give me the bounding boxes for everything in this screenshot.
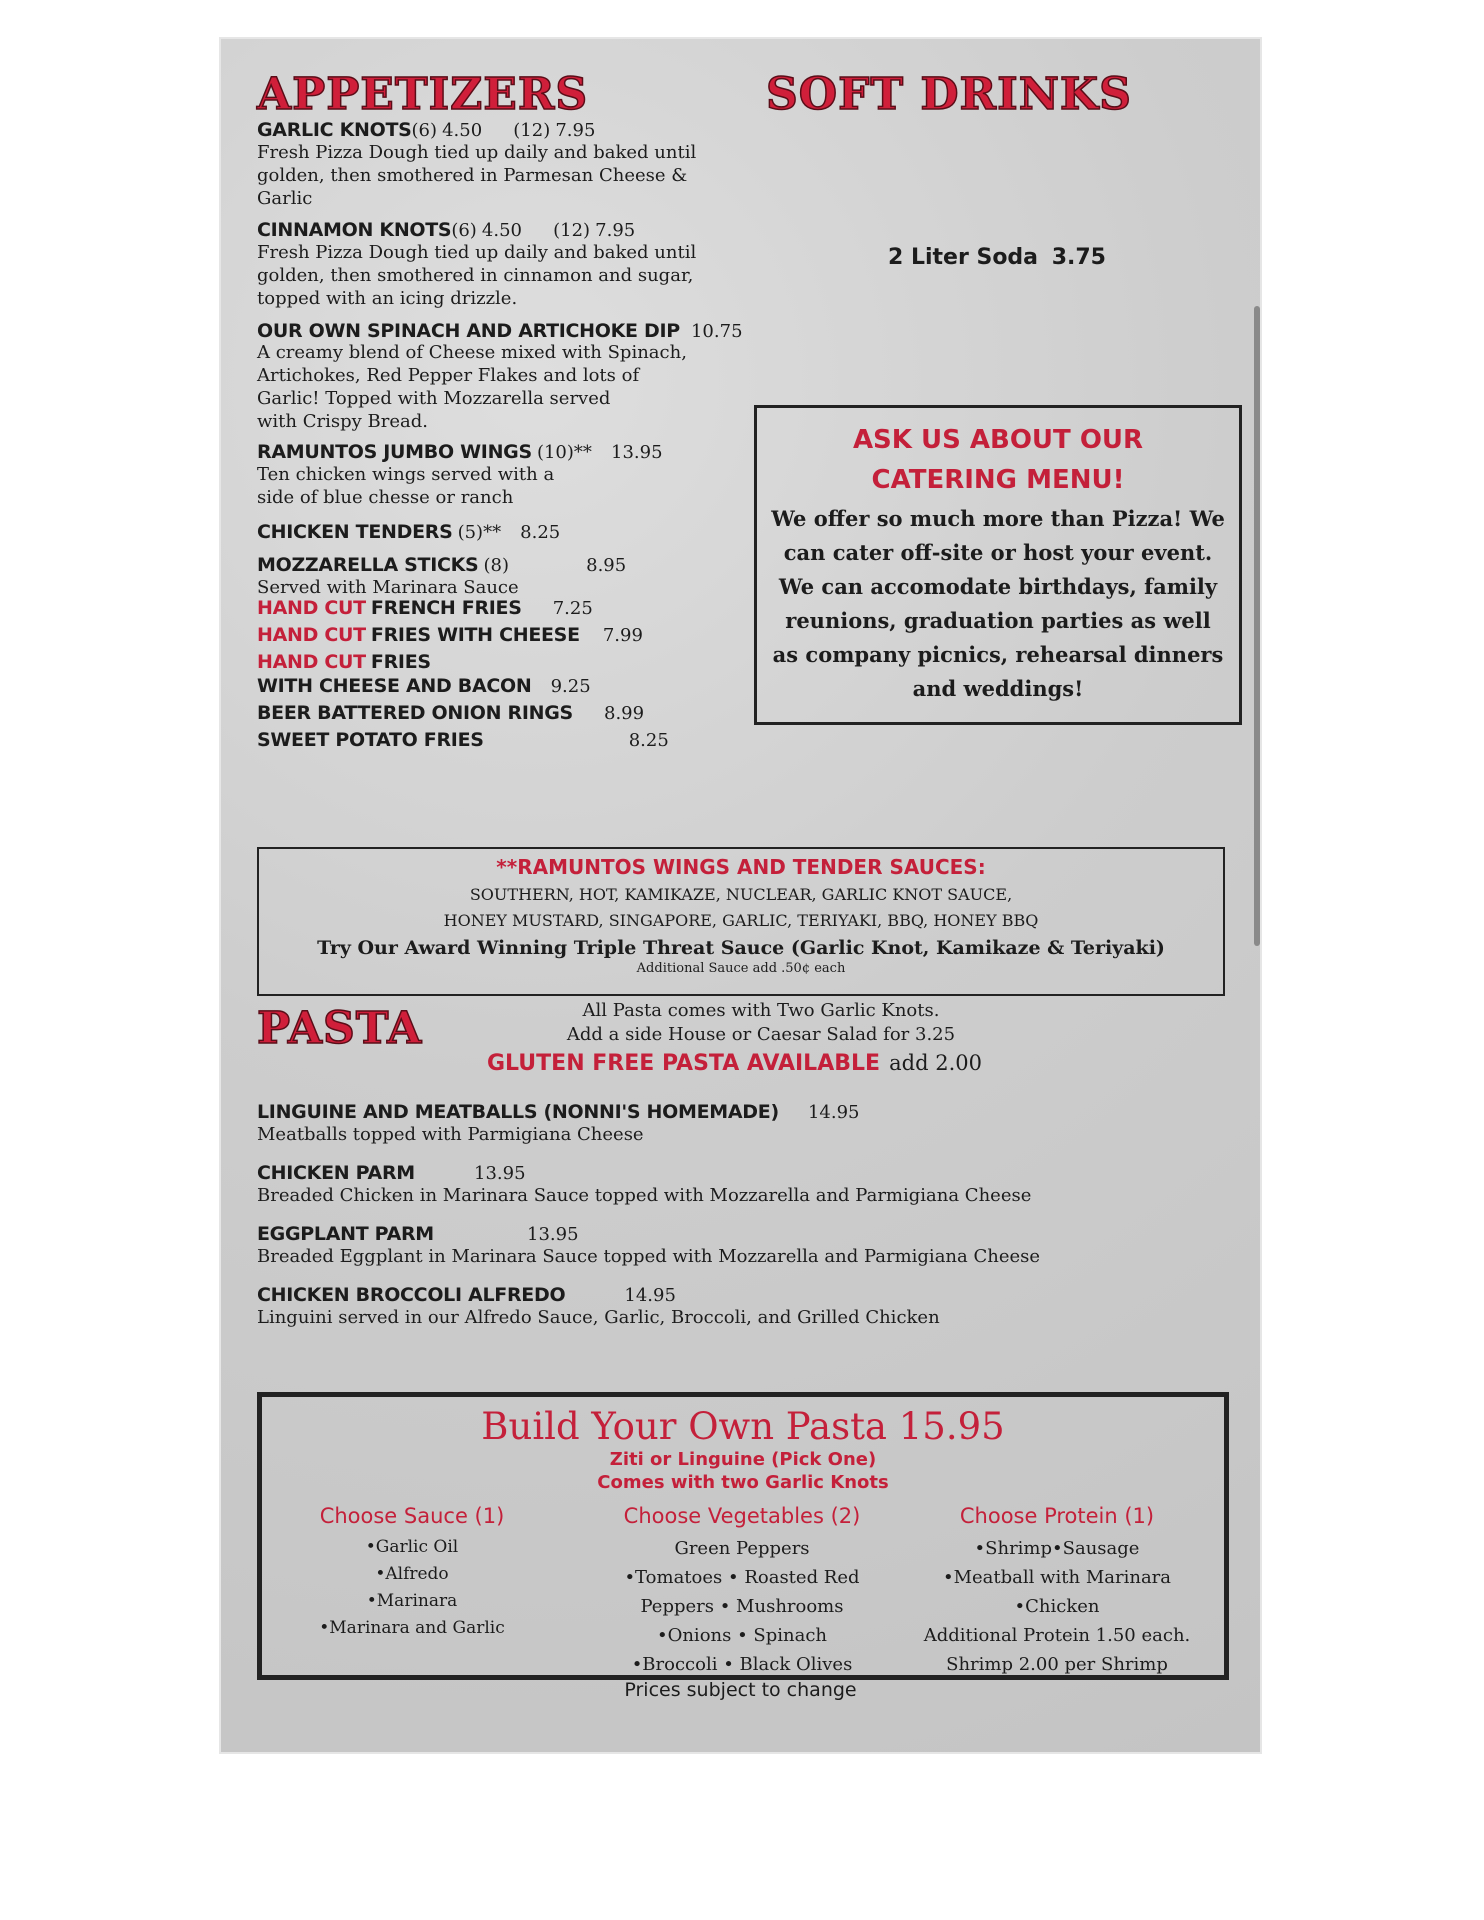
pasta-heading: PASTA xyxy=(257,1003,423,1054)
desc-line: Artichokes, Red Pepper Flakes and lots of xyxy=(257,365,640,386)
hand-cut-label: HAND CUT xyxy=(257,597,366,619)
garlic-knots-item xyxy=(257,119,595,141)
byo-veg-option: •Onions • Spinach xyxy=(656,1625,828,1646)
item-name: WITH CHEESE AND BACON xyxy=(257,675,532,697)
item-qty: (12) xyxy=(513,120,551,141)
catering-line: reunions, graduation parties as well xyxy=(785,608,1211,633)
item-price: 14.95 xyxy=(807,1102,860,1123)
item-price: 7.99 xyxy=(602,625,643,646)
additional-sauce-note: Additional Sauce add .50¢ each xyxy=(636,961,846,976)
item-name: CHICKEN PARM xyxy=(257,1162,415,1184)
byo-sauce-column xyxy=(282,1504,542,1642)
item-price: 8.99 xyxy=(604,703,645,724)
desc-line: side of blue chesse or ranch xyxy=(257,487,514,508)
garlic-knots-desc xyxy=(257,141,737,210)
pasta-note: Add a side House or Caesar Salad for 3.25 xyxy=(566,1024,956,1045)
desc-line: golden, then smothered in Parmesan Cheese & xyxy=(257,165,688,186)
pasta-note: All Pasta comes with Two Garlic Knots. xyxy=(582,1000,940,1021)
desc-line: Garlic xyxy=(257,188,313,209)
item-price: 13.95 xyxy=(474,1163,526,1184)
catering-line: We offer so much more than Pizza! We xyxy=(771,506,1225,531)
item-name: SWEET POTATO FRIES xyxy=(257,729,484,751)
item-price: 8.95 xyxy=(586,555,627,576)
item-name: 2 Liter Soda xyxy=(888,245,1039,270)
gluten-free-price: add 2.00 xyxy=(889,1051,982,1075)
item-price: 7.25 xyxy=(552,598,593,619)
catering-line: as company picnics, rehearsal dinners xyxy=(772,642,1224,667)
triple-threat-line: Try Our Award Winning Triple Threat Sauce (Garlic Knot, Kamikaze & Teriyaki) xyxy=(317,937,1165,959)
item-name: EGGPLANT PARM xyxy=(257,1223,434,1245)
byo-protein-column xyxy=(907,1504,1207,1679)
item-name: BEER BATTERED ONION RINGS xyxy=(257,702,573,724)
byo-veg-option: •Broccoli • Black Olives xyxy=(631,1654,853,1675)
item-name: GARLIC KNOTS xyxy=(257,119,412,141)
byo-protein-option: Additional Protein 1.50 each. xyxy=(923,1625,1191,1646)
hand-cut-label: HAND CUT xyxy=(257,651,366,673)
item-name: MOZZARELLA STICKS xyxy=(257,554,479,576)
wings-desc xyxy=(257,463,737,509)
sauces-title: **RAMUNTOS WINGS AND TENDER SAUCES: xyxy=(496,855,986,879)
soda-item xyxy=(888,245,1106,270)
desc-line: golden, then smothered in cinnamon and sugar, xyxy=(257,265,694,286)
item-price: 7.95 xyxy=(555,120,596,141)
byo-sauce-title: Choose Sauce (1) xyxy=(319,1504,505,1528)
pasta-item xyxy=(257,1101,859,1123)
pasta-item-desc: Breaded Chicken in Marinara Sauce topped with Mozzarella and Parmigiana Cheese xyxy=(257,1185,1032,1206)
soft-drinks-heading: SOFT DRINKS xyxy=(766,69,1132,120)
byo-veg-option: Peppers • Mushrooms xyxy=(640,1596,844,1617)
byo-subtitle xyxy=(262,1448,1224,1494)
desc-line: with Crispy Bread. xyxy=(257,411,428,432)
fries-cheese-item xyxy=(257,624,643,646)
item-name: FRIES WITH CHEESE xyxy=(370,624,580,646)
pasta-notes xyxy=(521,999,1001,1047)
sauces-line: SOUTHERN, HOT, KAMIKAZE, NUCLEAR, GARLIC KNOT SAUCE, xyxy=(469,885,1013,904)
byo-sauce-option: •Marinara and Garlic xyxy=(319,1618,505,1638)
item-price: 10.75 xyxy=(690,321,743,342)
item-qty: (6) xyxy=(411,120,437,141)
byo-protein-option: •Meatball with Marinara xyxy=(942,1567,1172,1588)
catering-line: and weddings! xyxy=(912,676,1084,701)
desc-line: Fresh Pizza Dough tied up daily and baked until xyxy=(257,242,697,263)
desc-line: Ten chicken wings served with a xyxy=(257,464,555,485)
item-price: 9.25 xyxy=(550,676,591,697)
spinach-dip-desc xyxy=(257,341,737,433)
item-price: 8.25 xyxy=(628,730,669,751)
cinnamon-knots-item xyxy=(257,219,635,241)
item-price: 14.95 xyxy=(624,1285,676,1306)
item-qty: (5)** xyxy=(457,522,502,543)
catering-box xyxy=(754,405,1242,725)
pasta-item-desc: Linguini served in our Alfredo Sauce, Garlic, Broccoli, and Grilled Chicken xyxy=(257,1307,940,1328)
prices-note: Prices subject to change xyxy=(624,1679,857,1701)
item-name: RAMUNTOS JUMBO WINGS xyxy=(257,441,532,463)
desc-line: A creamy blend of Cheese mixed with Spinach, xyxy=(257,342,687,363)
item-qty: (8) xyxy=(483,555,510,576)
item-name: CHICKEN TENDERS xyxy=(257,521,453,543)
item-price: 3.75 xyxy=(1051,245,1106,270)
onion-rings-item xyxy=(257,702,644,724)
pasta-item-desc: Meatballs topped with Parmigiana Cheese xyxy=(257,1124,644,1145)
pasta-item xyxy=(257,1162,526,1184)
item-price: 7.95 xyxy=(595,220,636,241)
item-name: OUR OWN SPINACH AND ARTICHOKE DIP xyxy=(257,320,680,342)
hand-cut-label: HAND CUT xyxy=(257,624,366,646)
byo-veg-column xyxy=(592,1504,892,1679)
scrollbar[interactable] xyxy=(1254,306,1260,946)
byo-veg-option: Green Peppers xyxy=(674,1538,810,1559)
gluten-free-label: GLUTEN FREE PASTA AVAILABLE xyxy=(487,1051,881,1076)
sauces-box xyxy=(257,847,1225,996)
desc-line: Garlic! Topped with Mozzarella served xyxy=(257,388,611,409)
item-price: 8.25 xyxy=(520,522,561,543)
item-name: CHICKEN BROCCOLI ALFREDO xyxy=(257,1284,566,1306)
byo-sub-line: Comes with two Garlic Knots xyxy=(597,1472,889,1493)
byo-veg-title: Choose Vegetables (2) xyxy=(623,1504,861,1528)
spinach-dip-item xyxy=(257,320,743,342)
byo-sauce-option: •Garlic Oil xyxy=(365,1537,459,1557)
byo-sauce-option: •Alfredo xyxy=(375,1564,449,1584)
pasta-item xyxy=(257,1284,676,1306)
sauces-line: HONEY MUSTARD, SINGAPORE, GARLIC, TERIYAKI, BBQ, HONEY BBQ xyxy=(443,911,1039,930)
appetizers-heading: APPETIZERS xyxy=(257,69,589,120)
catering-title-line: CATERING MENU! xyxy=(871,465,1125,495)
desc-line: topped with an icing drizzle. xyxy=(257,288,518,309)
menu-page xyxy=(221,39,1260,1752)
mozzarella-desc: Served with Marinara Sauce xyxy=(257,577,519,598)
item-price: 13.95 xyxy=(527,1224,579,1245)
byo-title: Build Your Own Pasta 15.95 xyxy=(481,1405,1005,1448)
catering-title-line: ASK US ABOUT OUR xyxy=(852,425,1144,455)
item-qty: (10)** xyxy=(536,442,592,463)
byo-protein-title: Choose Protein (1) xyxy=(959,1504,1155,1528)
item-qty: (6) xyxy=(451,220,477,241)
fries-cheese-bacon-item xyxy=(257,651,431,673)
catering-line: can cater off-site or host your event. xyxy=(783,540,1213,565)
pasta-item xyxy=(257,1223,579,1245)
sweet-potato-fries-item xyxy=(257,729,669,751)
mozzarella-item xyxy=(257,554,626,576)
byo-protein-option: Shrimp 2.00 per Shrimp xyxy=(946,1654,1168,1675)
byo-sub-line: Ziti or Linguine (Pick One) xyxy=(609,1449,877,1470)
byo-pasta-box xyxy=(257,1392,1229,1680)
item-price: 13.95 xyxy=(611,442,663,463)
catering-line: We can accomodate birthdays, family xyxy=(778,574,1218,599)
byo-protein-option: •Chicken xyxy=(1014,1596,1100,1617)
item-price: 4.50 xyxy=(481,220,522,241)
pasta-item-desc: Breaded Eggplant in Marinara Sauce topped with Mozzarella and Parmigiana Cheese xyxy=(257,1246,1041,1267)
desc-line: Fresh Pizza Dough tied up daily and baked until xyxy=(257,142,697,163)
tenders-item xyxy=(257,521,560,543)
item-name: LINGUINE AND MEATBALLS (NONNI'S HOMEMADE) xyxy=(257,1101,779,1123)
french-fries-item xyxy=(257,597,593,619)
byo-sauce-option: •Marinara xyxy=(366,1591,458,1611)
gluten-free-line xyxy=(487,1051,982,1076)
catering-title xyxy=(757,420,1239,500)
catering-body xyxy=(757,502,1239,706)
wings-item xyxy=(257,441,663,463)
item-name: CINNAMON KNOTS xyxy=(257,219,452,241)
item-price: 4.50 xyxy=(442,120,483,141)
item-name: FRENCH FRIES xyxy=(370,597,522,619)
byo-veg-option: •Tomatoes • Roasted Red xyxy=(624,1567,860,1588)
byo-protein-option: •Shrimp•Sausage xyxy=(974,1538,1140,1559)
cinnamon-knots-desc xyxy=(257,241,737,310)
item-name: FRIES xyxy=(370,651,431,673)
item-qty: (12) xyxy=(553,220,591,241)
fries-cheese-bacon-line2 xyxy=(257,675,591,697)
